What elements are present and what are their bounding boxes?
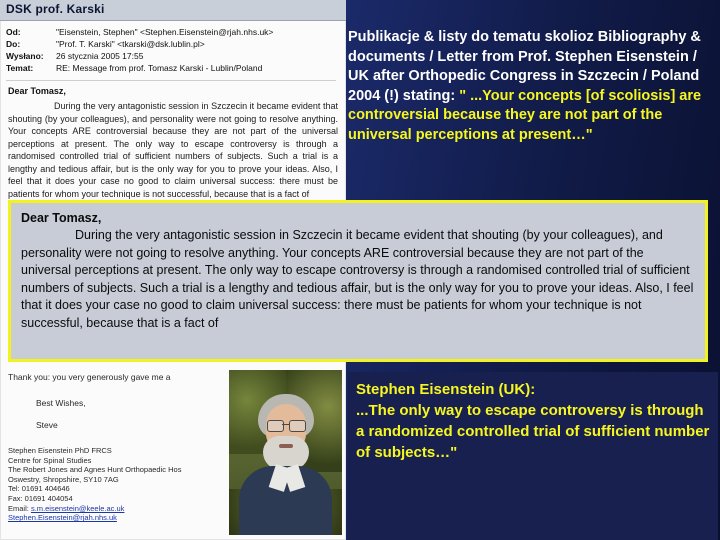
- email-header-table: [6, 26, 336, 74]
- letter-thanks-line: Thank you: you very generously gave me a: [8, 372, 171, 382]
- quote-body: [21, 227, 695, 332]
- letter-best-wishes: Best Wishes,: [36, 398, 86, 408]
- letter-signature-name: Steve: [36, 420, 58, 430]
- email-header-key: Do:: [6, 39, 21, 49]
- letter-signature-block: [8, 446, 223, 523]
- email-header-value: "Eisenstein, Stephen" <Stephen.Eisenstein@rjah.nhs.uk>: [56, 27, 274, 37]
- email-header-row: [6, 50, 336, 62]
- top-caption-plain: Publikacje & listy do tematu skolioz Bibliography & documents / Letter from Prof. Stephen Eisenstein / UK after Orthopedic Congress in Szczecin / Poland 2004 (!) stating:: [348, 29, 701, 104]
- email-header-value: "Prof. T. Karski" <tkarski@dsk.lublin.pl>: [56, 39, 205, 49]
- email-header-row: [6, 26, 336, 38]
- top-caption-highlight: " ...Your concepts [of scoliosis] are controversial because they are not part of the universal perceptions at present…": [348, 87, 702, 143]
- signature-line: Tel: 01691 404646: [8, 484, 70, 494]
- email-link-secondary[interactable]: Stephen.Eisenstein@rjah.nhs.uk: [8, 513, 117, 523]
- photo-mouth: [279, 444, 293, 448]
- email-header-row: [6, 62, 336, 74]
- signature-line: Stephen Eisenstein PhD FRCS: [8, 446, 112, 455]
- photo-beard: [263, 436, 309, 470]
- signature-email-line-secondary: [8, 513, 223, 523]
- email-header-key: Temat:: [6, 63, 34, 73]
- bottom-caption-attribution: Stephen Eisenstein (UK):: [356, 381, 536, 398]
- email-header-key: Od:: [6, 27, 21, 37]
- signature-line: Oswestry, Shropshire, SY10 7AG: [8, 474, 119, 484]
- email-header-value: RE: Message from prof. Tomasz Karski - Lublin/Poland: [56, 63, 263, 73]
- document-title: DSK prof. Karski: [6, 2, 105, 16]
- quote-body-text: During the very antagonistic session in Szczecin it became evident that shouting (by your colleagues), and personality were not going to resolve anything. Your concepts ARE controversial because they are not part of the universal perceptions at present. The only way to escape controversy is through a randomised controlled trial of sufficient numbers of subjects. Such a trial is a lengthy and tedious affair, but is the only way for you to prove your ideas. Also, I feel that it does your case no good to claim universal success: there must be patients for whom your technique is not successful, because that is a fact of: [21, 228, 694, 330]
- highlighted-quote-box: [8, 200, 708, 362]
- header-divider: [6, 80, 336, 81]
- signature-line: Centre for Spinal Studies: [8, 455, 92, 465]
- email-header-key: Wysłano:: [6, 51, 44, 61]
- letter-body-text: During the very antagonistic session in Szczecin it became evident that shouting (by your colleagues), and personality were not going to resolve anything. Your concepts ARE controversial because they are not part of the universal perceptions at present. The only way to escape controversy is through a randomised controlled trial of sufficient numbers of subjects. Such a trial is a lengthy and tedious affair, but is the only way for you to prove your ideas. Also, I feel that it does your case no good to claim universal success: there must be patients for whom your technique is not successful, because that is a fact of: [8, 101, 338, 199]
- email-header-row: [6, 38, 336, 50]
- bottom-caption: [348, 372, 718, 540]
- glasses-lens-right-icon: [289, 420, 306, 432]
- glasses-lens-left-icon: [267, 420, 284, 432]
- letter-body: [8, 100, 338, 200]
- email-link-primary[interactable]: s.m.eisenstein@keele.ac.uk: [30, 503, 125, 513]
- signature-line: The Robert Jones and Agnes Hunt Orthopaedic Hos: [8, 465, 182, 475]
- email-header-value: 26 stycznia 2005 17:55: [56, 51, 144, 61]
- email-label: Email:: [8, 503, 29, 513]
- bottom-caption-quote: ...The only way to escape controversy is through a randomized controlled trial of sufficient number of subjects…": [356, 402, 710, 461]
- glasses-bridge-icon: [282, 424, 289, 425]
- signature-line: Fax: 01691 404054: [8, 493, 73, 503]
- top-caption: [348, 28, 714, 145]
- portrait-photo: [229, 370, 342, 535]
- signature-email-line: [8, 504, 223, 514]
- letter-greeting: Dear Tomasz,: [8, 86, 66, 96]
- quote-greeting: Dear Tomasz,: [21, 211, 102, 225]
